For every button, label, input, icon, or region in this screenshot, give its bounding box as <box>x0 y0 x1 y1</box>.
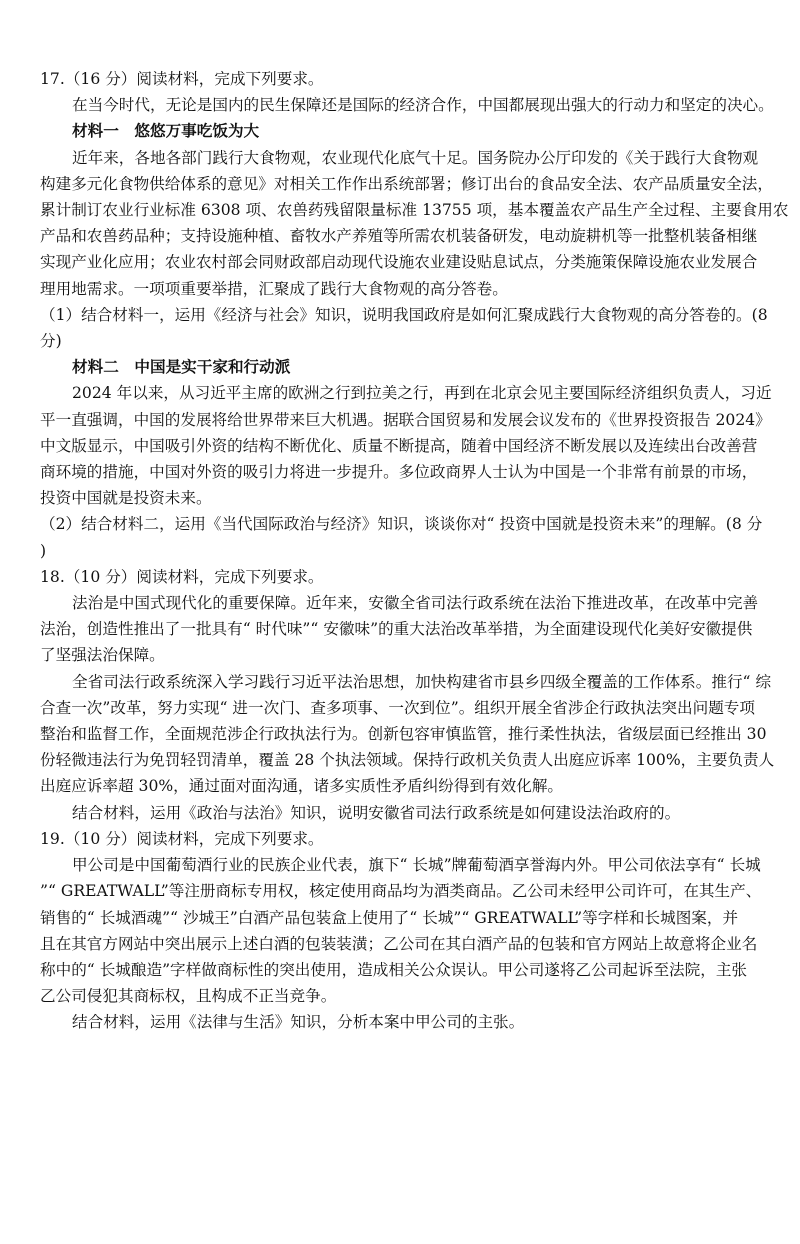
question-18-paragraph-line: 全省司法行政系统深入学习践行习近平法治思想，加快构建省市县乡四级全覆盖的工作体系。推行“ 综 <box>72 672 772 691</box>
sub-question-1-cont: 分) <box>40 332 62 351</box>
material-2-line: 商环境的措施，中国对外资的吸引力将进一步提升。多位政商界人士认为中国是一个非常有前景的市场， <box>40 463 758 482</box>
question-19-paragraph-line: 且在其官方网站中突出展示上述白酒的包装装潢；乙公司在其白酒产品的包装和官方网站上故意将企业名 <box>40 934 758 953</box>
sub-question-1: （1）结合材料一，运用《经济与社会》知识，说明我国政府是如何汇聚成践行大食物观的高分答卷的。(8 <box>40 305 768 324</box>
material-1-line: 近年来，各地各部门践行大食物观，农业现代化底气十足。国务院办公厅印发的《关于践行大食物观 <box>72 148 759 167</box>
sub-question-2-cont: ) <box>40 541 47 560</box>
question-18-paragraph-line: 法治是中国式现代化的重要保障。近年来，安徽全省司法行政系统在法治下推进改革，在改革中完善 <box>72 594 759 613</box>
material-1-line: 累计制订农业行业标准 6308 项、农兽药残留限量标准 13755 项，基本覆盖农产品生产全过程、主要食用农 <box>40 201 789 220</box>
question-19-paragraph-line: 甲公司是中国葡萄酒行业的民族企业代表，旗下“ 长城”牌葡萄酒享誉海内外。甲公司依法享有“ 长城 <box>72 856 761 875</box>
material-1-title: 材料一 悠悠万事吃饭为大 <box>72 121 260 141</box>
question-19-paragraph-line: 称中的“ 长城酿造”字样做商标性的突出使用，造成相关公众误认。甲公司遂将乙公司起诉至法院，主张 <box>40 960 748 979</box>
question-18-paragraph-line: 法治，创造性推出了一批具有“ 时代味”“ 安徽味”的重大法治改革举措，为全面建设现代化美好安徽提供 <box>40 620 753 639</box>
question-18-paragraph-line: 份轻微违法行为免罚轻罚清单，覆盖 28 个执法领域。保持行政机关负责人出庭应诉率 100%，主要负责人 <box>40 751 775 770</box>
sub-question-2: （2）结合材料二，运用《当代国际政治与经济》知识，谈谈你对“ 投资中国就是投资未来”的理解。(8 分 <box>40 515 763 534</box>
question-19-paragraph-line: ”“ GREATWALL”等注册商标专用权，核定使用商品均为酒类商品。乙公司未经甲公司许可，在其生产、 <box>40 882 762 901</box>
question-19-heading: 19.（10 分）阅读材料，完成下列要求。 <box>40 829 324 848</box>
question-18-paragraph-line: 出庭应诉率超 30%，通过面对面沟通，诸多实质性矛盾纠纷得到有效化解。 <box>40 777 564 796</box>
material-2-line: 中文版显示，中国吸引外资的结构不断优化、质量不断提高，随着中国经济不断发展以及连续出台改善营 <box>40 436 758 455</box>
question-18-task: 结合材料，运用《政治与法治》知识，说明安徽省司法行政系统是如何建设法治政府的。 <box>72 803 681 822</box>
question-18-paragraph-line: 整治和监督工作，全面规范涉企行政执法行为。创新包容审慎监管，推行柔性执法，省级层面已经推出 30 <box>40 725 767 744</box>
material-1-line: 产品和农兽药品种；支持设施种植、畜牧水产养殖等所需农机装备研发，电动旋耕机等一批整机装备相继 <box>40 227 758 246</box>
material-1-line: 构建多元化食物供给体系的意见》对相关工作作出系统部署；修订出台的食品安全法、农产品质量安全法， <box>40 174 773 193</box>
question-17-heading: 17.（16 分）阅读材料，完成下列要求。 <box>40 70 324 88</box>
question-18-heading: 18.（10 分）阅读材料，完成下列要求。 <box>40 567 324 586</box>
material-2-line: 2024 年以来，从习近平主席的欧洲之行到拉美之行，再到在北京会见主要国际经济组织负责人，习近 <box>72 384 772 403</box>
question-19-paragraph-line: 乙公司侵犯其商标权，且构成不正当竞争。 <box>40 987 337 1006</box>
question-19-paragraph-line: 销售的“ 长城酒魂”“ 沙城王”白酒产品包装盒上使用了“ 长城”“ GREATWALL”等字样和长城图案，并 <box>40 908 739 927</box>
material-2-line: 投资中国就是投资未来。 <box>40 489 212 508</box>
question-18-paragraph-line: 了坚强法治保障。 <box>40 646 165 665</box>
material-1-line: 理用地需求。一项项重要举措，汇聚成了践行大食物观的高分答卷。 <box>40 279 508 298</box>
question-17-intro: 在当今时代，无论是国内的民生保障还是国际的经济合作，中国都展现出强大的行动力和坚定的决心。 <box>72 96 774 115</box>
question-19-task: 结合材料，运用《法律与生活》知识，分析本案中甲公司的主张。 <box>72 1013 525 1032</box>
material-2-title: 材料二 中国是实干家和行动派 <box>72 357 291 377</box>
question-18-paragraph-line: 合查一次”改革，努力实现“ 进一次门、查多项事、一次到位”。组织开展全省涉企行政执法突出问题专项 <box>40 698 755 717</box>
material-1-line: 实现产业化应用；农业农村部会同财政部启动现代设施农业建设贴息试点，分类施策保障设施农业发展合 <box>40 253 758 272</box>
material-2-line: 平一直强调，中国的发展将给世界带来巨大机遇。据联合国贸易和发展会议发布的《世界投资报告 2024》 <box>40 410 771 429</box>
